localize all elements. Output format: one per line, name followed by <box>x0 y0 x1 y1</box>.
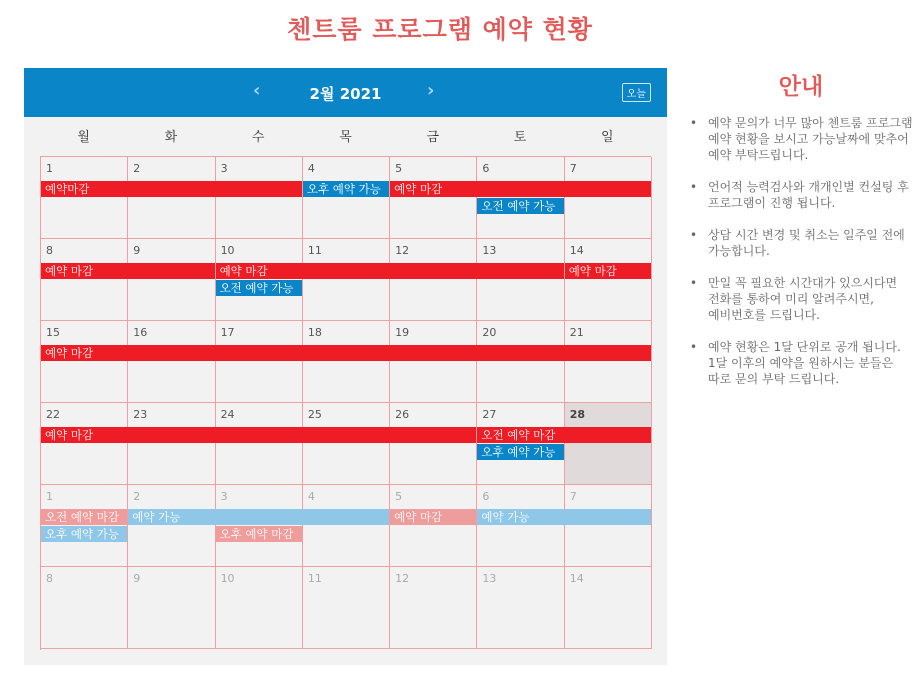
day-cell[interactable] <box>303 321 390 403</box>
day-number: 3 <box>220 162 228 175</box>
day-number: 1 <box>46 490 53 503</box>
day-number: 3 <box>220 490 228 503</box>
reservation-event[interactable]: 오전 예약 가능 <box>477 198 563 214</box>
day-number: 25 <box>307 408 322 421</box>
day-number: 15 <box>46 326 60 339</box>
day-number: 10 <box>220 572 235 585</box>
day-number: 12 <box>395 572 410 585</box>
day-cell[interactable] <box>303 403 390 485</box>
day-cell[interactable] <box>41 157 128 239</box>
day-number: 9 <box>133 244 141 257</box>
day-number: 8 <box>46 572 53 585</box>
day-number: 24 <box>220 408 235 421</box>
reservation-event[interactable]: 예약 마감 <box>41 427 476 443</box>
day-cell[interactable] <box>477 485 564 567</box>
day-cell[interactable] <box>565 403 652 485</box>
weekday-fri: 금 <box>426 130 440 145</box>
day-number: 14 <box>569 244 584 257</box>
day-cell[interactable] <box>565 239 652 321</box>
day-cell[interactable] <box>303 157 390 239</box>
day-number: 22 <box>46 408 60 421</box>
reservation-event[interactable]: 오전 예약 가능 <box>216 280 302 296</box>
day-cell[interactable] <box>477 239 564 321</box>
day-number: 16 <box>133 326 148 339</box>
day-number: 10 <box>220 244 235 257</box>
reservation-event[interactable]: 예약 마감 <box>390 509 476 525</box>
today-button[interactable]: 오늘 <box>622 83 651 102</box>
page-title: 첸트룸 프로그램 예약 현황 <box>287 15 593 44</box>
day-cell[interactable] <box>128 239 215 321</box>
day-cell[interactable] <box>128 321 215 403</box>
reservation-event[interactable]: 예약 가능 <box>477 509 651 525</box>
info-sidebar <box>688 68 914 403</box>
day-cell[interactable] <box>390 321 477 403</box>
day-number: 26 <box>395 408 410 421</box>
reservation-event[interactable]: 예약 마감 <box>41 345 651 361</box>
day-number: 18 <box>307 326 322 339</box>
day-cell[interactable] <box>477 567 564 649</box>
day-cell[interactable] <box>303 239 390 321</box>
day-number: 2 <box>133 162 141 175</box>
day-cell[interactable] <box>390 485 477 567</box>
calendar-header <box>24 68 667 117</box>
day-number: 12 <box>395 244 410 257</box>
day-cell[interactable] <box>216 403 303 485</box>
weekday-sat: 토 <box>513 130 527 145</box>
calendar-grid <box>40 156 651 650</box>
day-cell[interactable] <box>216 157 303 239</box>
next-month-icon[interactable]: › <box>427 80 435 101</box>
day-cell[interactable] <box>477 321 564 403</box>
day-number: 4 <box>307 162 315 175</box>
reservation-event[interactable]: 오후 예약 가능 <box>303 181 389 197</box>
day-cell[interactable] <box>565 321 652 403</box>
day-number: 2 <box>133 490 141 503</box>
info-note: • 상담 시간 변경 및 취소는 일주일 전에 가능합니다. <box>688 227 914 259</box>
day-cell[interactable] <box>41 321 128 403</box>
day-number: 11 <box>307 572 322 585</box>
day-cell[interactable] <box>390 157 477 239</box>
info-note: • 언어적 능력검사와 개개인별 컨설팅 후 프로그램이 진행 됩니다. <box>688 179 914 211</box>
reservation-event[interactable]: 예약 마감 <box>565 263 651 279</box>
day-cell[interactable] <box>216 321 303 403</box>
reservation-event[interactable]: 오후 예약 가능 <box>477 444 563 460</box>
day-number: 20 <box>482 326 497 339</box>
reservation-event[interactable]: 오전 예약 마감 <box>41 509 127 525</box>
day-number: 1 <box>46 162 53 175</box>
day-number: 5 <box>395 162 403 175</box>
day-cell[interactable] <box>128 157 215 239</box>
reservation-event[interactable]: 예약 마감 <box>216 263 564 279</box>
reservation-event[interactable]: 예약마감 <box>41 181 302 197</box>
day-cell[interactable] <box>303 567 390 649</box>
day-number: 7 <box>569 162 577 175</box>
weekday-wed: 수 <box>251 130 265 145</box>
day-number: 9 <box>133 572 141 585</box>
day-number: 6 <box>482 162 490 175</box>
day-number: 21 <box>569 326 584 339</box>
day-cell[interactable] <box>390 403 477 485</box>
day-number: 13 <box>482 572 497 585</box>
reservation-event[interactable]: 오후 예약 마감 <box>216 526 302 542</box>
weekday-tue: 화 <box>164 130 178 145</box>
day-cell[interactable] <box>216 567 303 649</box>
day-cell[interactable] <box>41 567 128 649</box>
day-cell[interactable] <box>390 567 477 649</box>
day-cell[interactable] <box>41 403 128 485</box>
weekday-sun: 일 <box>601 130 614 145</box>
day-cell[interactable] <box>390 239 477 321</box>
month-title: 2월 2021 <box>309 85 382 103</box>
reservation-event[interactable]: 예약 마감 <box>390 181 651 197</box>
day-cell[interactable] <box>303 485 390 567</box>
day-cell[interactable] <box>128 567 215 649</box>
reservation-event[interactable]: 오후 예약 가능 <box>41 526 127 542</box>
day-cell[interactable] <box>565 567 652 649</box>
day-number: 8 <box>46 244 53 257</box>
day-number: 7 <box>569 490 577 503</box>
info-note: • 예약 문의가 너무 많아 첸트룸 프로그램 예약 현황을 보시고 가능날짜에 맞추어 예약 부탁드립니다. <box>688 115 914 163</box>
reservation-event[interactable]: 오전 예약 마감 <box>477 427 651 443</box>
day-number: 6 <box>482 490 490 503</box>
day-number: 23 <box>133 408 148 421</box>
day-number: 19 <box>395 326 410 339</box>
reservation-event[interactable]: 예약 가능 <box>128 509 389 525</box>
day-cell[interactable] <box>41 239 128 321</box>
day-number: 13 <box>482 244 497 257</box>
prev-month-icon[interactable]: ‹ <box>253 80 261 101</box>
day-cell[interactable] <box>565 157 652 239</box>
day-number: 14 <box>569 572 584 585</box>
weekday-header <box>40 126 651 148</box>
day-number: 11 <box>307 244 322 257</box>
day-number: 4 <box>307 490 315 503</box>
weekday-mon: 월 <box>77 130 90 145</box>
weekday-thu: 목 <box>339 130 352 145</box>
day-number: 17 <box>220 326 235 339</box>
info-note: • 예약 현황은 1달 단위로 공개 됩니다. 1달 이후의 예약을 원하시는 분들은 따로 문의 부탁 드립니다. <box>688 339 914 387</box>
day-number: 5 <box>395 490 403 503</box>
day-number: 27 <box>482 408 497 421</box>
info-note: • 만일 꼭 필요한 시간대가 있으시다면 전화를 통하여 미리 알려주시면, 예비번호를 드립니다. <box>688 275 914 323</box>
day-cell[interactable] <box>565 485 652 567</box>
info-notes <box>688 115 914 387</box>
calendar <box>24 68 667 665</box>
reservation-event[interactable]: 예약 마감 <box>41 263 215 279</box>
sidebar-title: 안내 <box>778 74 824 100</box>
day-number: 28 <box>569 408 586 421</box>
day-cell[interactable] <box>128 485 215 567</box>
day-cell[interactable] <box>128 403 215 485</box>
